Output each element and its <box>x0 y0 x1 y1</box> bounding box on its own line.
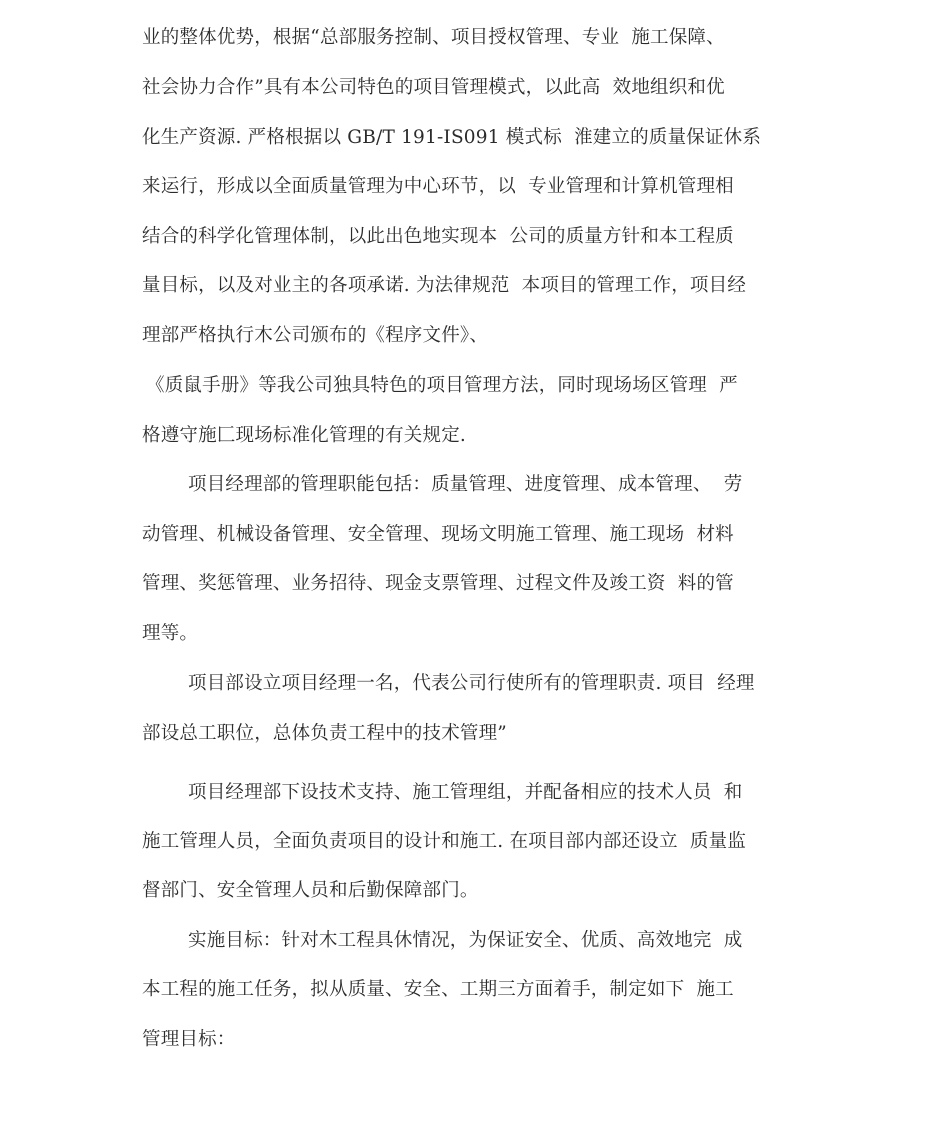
text-line: 项目经理部的管理职能包括：质量管理、进度管理、成本管理、 劳 <box>188 474 743 495</box>
text-line: 施工管理人员，全面负责项目的设计和施工. 在项目部内部还设立 质量监 <box>142 831 747 852</box>
text-line: 理等。 <box>142 623 199 644</box>
text-line: 《质鼠手册》等我公司独具特色的项目管理方法，同时现场场区管理 严 <box>146 375 738 396</box>
text-line: 管理目标： <box>142 1029 236 1050</box>
text-line: 项目经理部下设技术支持、施工管理组，并配备相应的技术人员 和 <box>188 782 743 803</box>
text-line: 本工程的施工任务，拟从质量、安全、工期三方面着手，制定如下 施工 <box>142 979 734 1000</box>
text-line: 督部门、安全管理人员和后勤保障部门。 <box>142 880 479 901</box>
text-line: 部设总工职位，总体负责工程中的技术管理” <box>142 723 507 744</box>
text-line: 实施目标：针对木工程具休情况，为保证安全、优质、高效地完 成 <box>188 930 743 951</box>
text-line: 来运行，形成以全面质量管理为中心环节，以 专业管理和计算机管理相 <box>142 176 734 197</box>
text-line: 量目标，以及对业主的各项承诺. 为法律规范 本项目的管理工作，项目经 <box>142 275 747 296</box>
text-line: 格遵守施匚现场标准化管理的有关规定. <box>142 425 466 446</box>
text-line: 项目部设立项目经理一名，代表公司行使所有的管理职责. 项目 经理 <box>188 673 755 694</box>
text-line: 化生产资源. 严格根据以 GB/T 191-IS091 模式标 淮建立的质量保证休系 <box>142 127 762 148</box>
text-line: 业的整体优势，根据“总部服务控制、项目授权管理、专业 施工保障、 <box>142 27 725 48</box>
text-line: 理部严格执行木公司颁布的《程序文件》、 <box>142 325 489 346</box>
text-line: 管理、奖惩管理、业务招待、现金支票管理、过程文件及竣工资 料的管 <box>142 573 734 594</box>
text-line: 动管理、机械设备管理、安全管理、现场文明施工管理、施工现场 材料 <box>142 524 734 545</box>
text-line: 结合的科学化管理体制，以此出色地实现本 公司的质量方针和本工程质 <box>142 226 734 247</box>
text-line: 社会协力合作”具有本公司特色的项目管理模式，以此高 效地组织和优 <box>142 77 725 98</box>
